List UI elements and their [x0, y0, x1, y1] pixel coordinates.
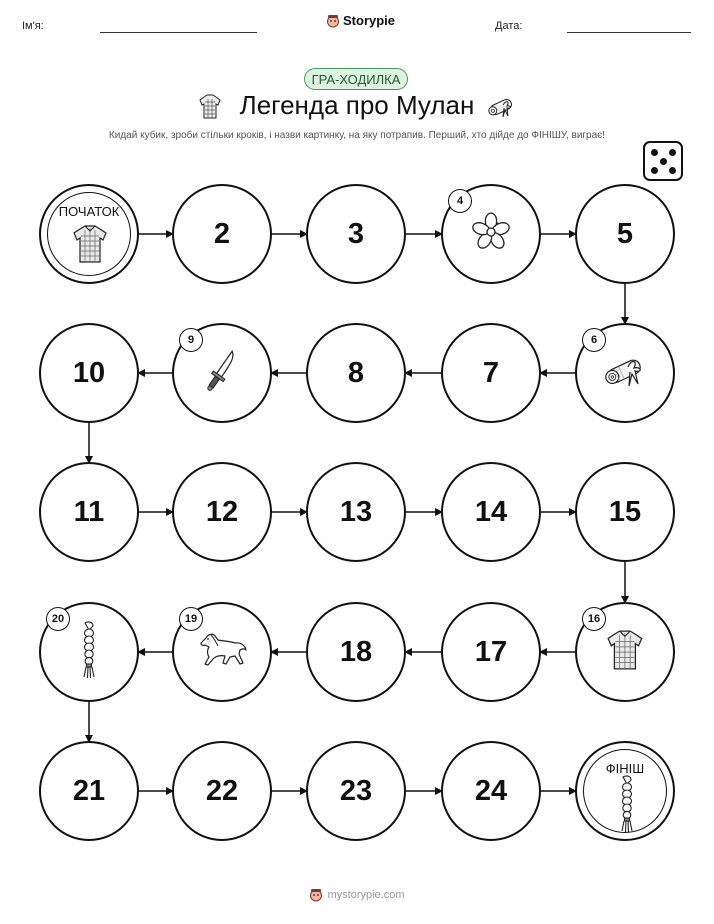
cell-label: ФІНІШ: [605, 761, 645, 776]
footer: [0, 888, 714, 902]
board-cell-21: [39, 741, 139, 841]
cell-number: 22: [205, 774, 239, 807]
sword-icon: [202, 346, 242, 401]
board-cell-3: [306, 184, 406, 284]
cell-number-bubble: 19: [179, 607, 203, 631]
cell-number-bubble: 20: [46, 607, 70, 631]
board-cell-11: [39, 462, 139, 562]
cell-number: 24: [474, 774, 508, 807]
cell-number: 2: [213, 217, 231, 250]
board-cell-22: [172, 741, 272, 841]
cell-number: 5: [616, 217, 634, 250]
board-cell-10: [39, 323, 139, 423]
brand-name: Storypie: [343, 13, 396, 28]
scroll-icon: [602, 351, 648, 396]
board-cell-1: [39, 184, 139, 284]
board-cell-14: [441, 462, 541, 562]
footer-url[interactable]: mystorypie.com: [327, 889, 405, 901]
board-cell-25: [575, 741, 675, 841]
braid-icon: [79, 621, 99, 684]
board-cell-23: [306, 741, 406, 841]
name-label: Ім'я:: [22, 20, 44, 32]
cell-number-bubble: 6: [582, 328, 606, 352]
cell-number: 18: [339, 635, 373, 668]
board-cell-8: [306, 323, 406, 423]
board-cell-5: [575, 184, 675, 284]
cell-number: 3: [347, 217, 365, 250]
cell-number: 15: [608, 495, 642, 528]
cell-number: 14: [474, 495, 508, 528]
board-cell-15: [575, 462, 675, 562]
board-cell-12: [172, 462, 272, 562]
flower-icon: [469, 210, 513, 259]
board-cell-13: [306, 462, 406, 562]
cell-number: 10: [72, 356, 106, 389]
armor-icon: [72, 224, 108, 269]
page-title: Легенда про Мулан: [239, 90, 475, 120]
cell-label: ПОЧАТОК: [58, 204, 120, 219]
date-label: Дата:: [495, 20, 523, 32]
cell-number: 13: [339, 495, 373, 528]
board-cell-24: [441, 741, 541, 841]
board-cell-18: [306, 602, 406, 702]
armor-icon: [606, 629, 644, 676]
cell-number-bubble: 4: [448, 189, 472, 213]
cell-number: 8: [347, 356, 365, 389]
cell-number: 23: [339, 774, 373, 807]
horse-icon: [194, 630, 250, 675]
cell-number-bubble: 9: [179, 328, 203, 352]
storypie-mascot-icon: [309, 888, 323, 902]
board-cell-2: [172, 184, 272, 284]
braid-icon: [617, 775, 637, 838]
cell-number: 11: [73, 495, 105, 528]
cell-number: 12: [205, 495, 239, 528]
cell-number: 17: [474, 635, 508, 668]
cell-number: 21: [72, 774, 106, 807]
board-cell-7: [441, 323, 541, 423]
board-cell-17: [441, 602, 541, 702]
cell-number-bubble: 16: [582, 607, 606, 631]
game-type-badge: ГРА-ХОДИЛКА: [304, 68, 408, 90]
cell-number: 7: [482, 356, 500, 389]
instructions: Кидай кубик, зроби стільки кроків, і назви картинку, на яку потрапив. Перший, хто дійде до ФІНІШУ, виграє!: [108, 130, 606, 141]
